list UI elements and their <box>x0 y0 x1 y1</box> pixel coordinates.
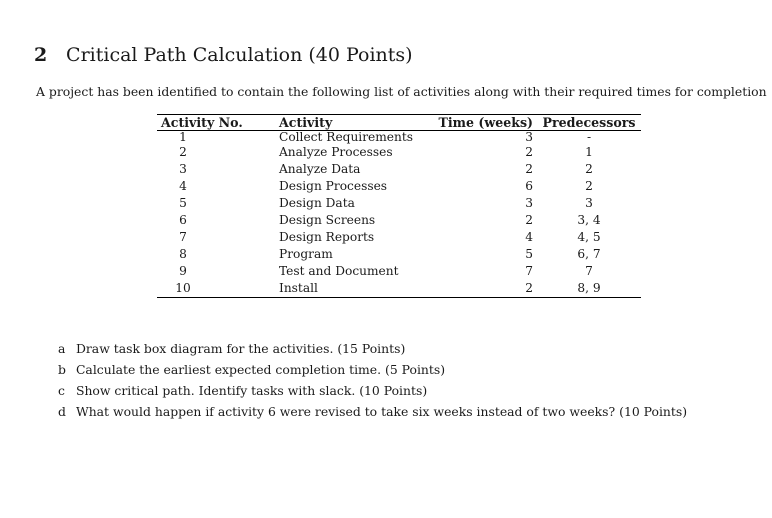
header-activity-no: Activity No. <box>157 115 275 131</box>
question-item <box>58 359 687 380</box>
header-predecessors: Predecessors <box>537 115 641 131</box>
cell-activity-no: 5 <box>179 196 187 210</box>
cell-predecessors: - <box>586 130 592 144</box>
cell-activity-no: 8 <box>179 247 187 261</box>
question-letter: b <box>58 362 66 377</box>
question-text: Calculate the earliest expected completion time. (5 Points) <box>75 362 446 377</box>
table-row <box>157 161 641 178</box>
cell-activity: Design Data <box>279 196 355 210</box>
cell-time: 2 <box>525 145 533 159</box>
question-text: Draw task box diagram for the activities. (15 Points) <box>75 341 406 356</box>
cell-activity: Analyze Data <box>279 162 361 176</box>
cell-activity-no: 1 <box>179 130 187 144</box>
cell-activity-no: 6 <box>179 213 187 227</box>
question-letter: a <box>58 341 66 356</box>
cell-predecessors: 7 <box>585 264 593 278</box>
question-item <box>58 380 687 401</box>
cell-predecessors: 3, 4 <box>577 213 601 227</box>
cell-time: 5 <box>525 247 533 261</box>
header-activity: Activity <box>275 115 433 131</box>
section-heading <box>34 44 413 66</box>
cell-activity: Design Processes <box>279 179 388 193</box>
table-row <box>157 212 641 229</box>
intro-paragraph: A project has been identified to contain the following list of activities along with their required times for completion <box>36 84 767 99</box>
section-title: Critical Path Calculation (40 Points) <box>66 44 413 66</box>
cell-activity: Design Screens <box>279 213 376 227</box>
cell-predecessors: 8, 9 <box>537 280 641 298</box>
cell-predecessors: 2 <box>585 179 593 193</box>
cell-predecessors: 1 <box>585 145 593 159</box>
question-text: Show critical path. Identify tasks with slack. (10 Points) <box>75 383 428 398</box>
table-row <box>157 131 641 145</box>
activity-table <box>157 114 641 298</box>
cell-activity-no: 9 <box>179 264 187 278</box>
table-row <box>157 195 641 212</box>
cell-time: 2 <box>525 162 533 176</box>
header-time: Time (weeks) <box>433 115 537 131</box>
table-row <box>157 263 641 280</box>
table-row <box>157 144 641 161</box>
question-text: What would happen if activity 6 were revised to take six weeks instead of two weeks? (10 Points) <box>75 404 688 419</box>
table-row <box>157 229 641 246</box>
cell-activity-no: 4 <box>179 179 187 193</box>
table-row <box>157 178 641 195</box>
cell-time: 2 <box>433 280 537 298</box>
cell-time: 3 <box>525 196 533 210</box>
cell-activity-no: 10 <box>157 280 275 298</box>
question-item <box>58 338 687 359</box>
cell-activity: Analyze Processes <box>279 145 393 159</box>
cell-time: 6 <box>525 179 533 193</box>
question-letter: c <box>58 383 65 398</box>
question-item <box>58 401 687 422</box>
cell-activity: Install <box>275 280 433 298</box>
question-letter: d <box>58 404 66 419</box>
cell-predecessors: 6, 7 <box>577 247 601 261</box>
table-row <box>157 246 641 263</box>
cell-predecessors: 2 <box>585 162 593 176</box>
section-number: 2 <box>34 44 48 66</box>
cell-predecessors: 4, 5 <box>577 230 601 244</box>
cell-activity: Program <box>279 247 333 261</box>
cell-time: 7 <box>525 264 533 278</box>
cell-time: 4 <box>525 230 533 244</box>
cell-predecessors: 3 <box>585 196 593 210</box>
cell-time: 3 <box>525 130 533 144</box>
cell-activity-no: 3 <box>179 162 187 176</box>
table-row <box>157 280 641 298</box>
cell-activity: Collect Requirements <box>279 130 414 144</box>
cell-time: 2 <box>525 213 533 227</box>
cell-activity: Design Reports <box>279 230 375 244</box>
cell-activity-no: 2 <box>179 145 187 159</box>
cell-activity-no: 7 <box>179 230 187 244</box>
question-list <box>58 338 687 422</box>
table-header-row <box>157 115 641 131</box>
cell-activity: Test and Document <box>279 264 399 278</box>
